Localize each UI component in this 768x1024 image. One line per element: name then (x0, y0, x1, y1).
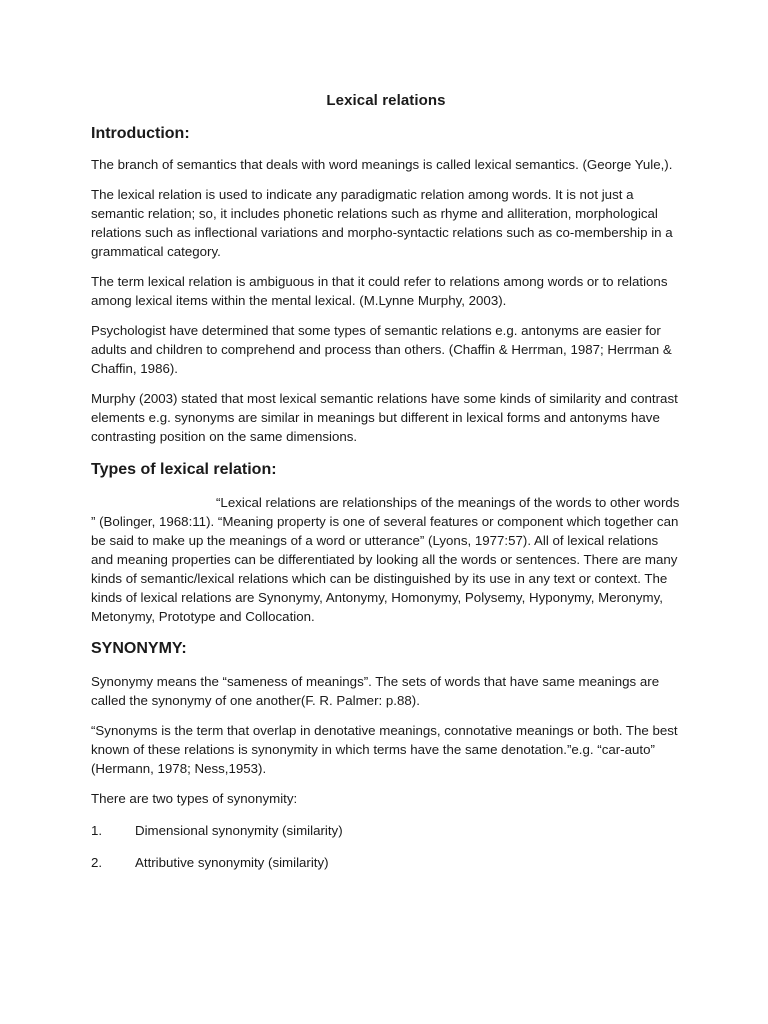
synonymy-paragraph: Synonymy means the “sameness of meanings”. The sets of words that have same meanings are called the synonymy of one another(F. R. Palmer: p.88). (91, 674, 660, 708)
list-item-number: 2. (91, 855, 103, 870)
introduction-paragraph: The lexical relation is used to indicate any paradigmatic relation among words. It is not just a semantic relation; so, it includes phonetic relations such as rhyme and alliteration, morphological relations such as inflectional variations and morpho-syntactic relations such as co-membership in a grammatical category. (91, 187, 673, 259)
introduction-heading: Introduction: (91, 125, 190, 142)
synonymy-paragraph: “Synonyms is the term that overlap in denotative meanings, connotative meanings or both. The best known of these relations is synonymity in which terms have the same denotation.”e.g. “car-auto” (Hermann, 1978; Ness,1953). (91, 723, 678, 776)
introduction-paragraph: Murphy (2003) stated that most lexical semantic relations have some kinds of similarity and contrast elements e.g. synonyms are similar in meanings but different in lexical forms and antonyms have contrasting position on the same dimensions. (91, 391, 678, 444)
list-item-number: 1. (91, 823, 103, 838)
list-item (91, 821, 681, 840)
list-item-text: Dimensional synonymity (similarity) (135, 823, 343, 838)
document-title: Lexical relations (326, 92, 446, 109)
introduction-paragraph: Psychologist have determined that some types of semantic relations e.g. antonyms are easier for adults and children to comprehend and process than others. (Chaffin & Herrman, 1987; Herrman & Chaffin, 1986). (91, 323, 672, 376)
introduction-paragraph: The term lexical relation is ambiguous in that it could refer to relations among words or to relations among lexical items within the mental lexical. (M.Lynne Murphy, 2003). (91, 274, 668, 308)
types-heading: Types of lexical relation: (91, 461, 277, 478)
synonymy-heading: SYNONYMY: (91, 640, 187, 657)
list-item-text: Attributive synonymity (similarity) (135, 855, 329, 870)
synonymy-paragraph: There are two types of synonymity: (91, 791, 298, 806)
list-item (91, 853, 681, 872)
introduction-paragraph: The branch of semantics that deals with word meanings is called lexical semantics. (George Yule,). (91, 157, 673, 172)
document-page (91, 92, 681, 885)
types-paragraph: “Lexical relations are relationships of the meanings of the words to other words ” (Bolinger, 1968:11). “Meaning property is one of several features or component which together can be said to make up the meanings of a word or utterance” (Lyons, 1977:57). All of lexical relations and meaning properties can be differentiated by looking all the words or sentences. There are many kinds of semantic/lexical relations which can be distinguished by its use in any text or context. The kinds of lexical relations are Synonymy, Antonymy, Homonymy, Polysemy, Hyponymy, Meronymy, Metonymy, Prototype and Collocation. (91, 495, 680, 624)
